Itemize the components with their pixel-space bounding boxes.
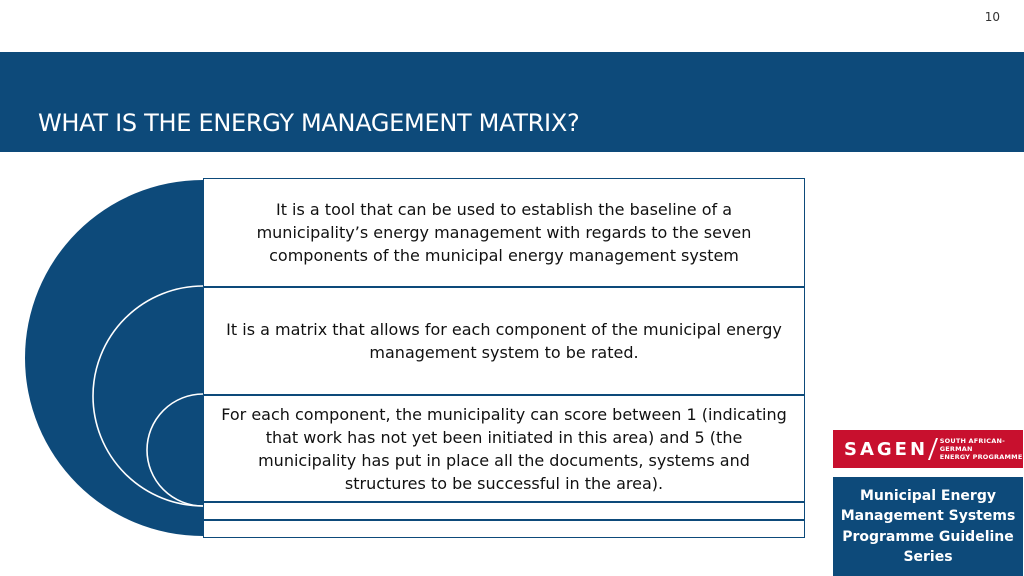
sagen-logo-subtitle: [940, 437, 1023, 461]
content-box-3: [203, 395, 805, 502]
content-box-1-text: It is a tool that can be used to establish the baseline of a municipality’s energy management with regards to the seven components of the municipal energy management system: [256, 200, 752, 265]
empty-strip-1: [203, 502, 805, 520]
sagen-logo-slash: [928, 438, 938, 460]
sagen-logo: [833, 430, 1023, 468]
content-box-2: [203, 287, 805, 395]
sagen-logo-word: SAGEN: [844, 438, 929, 460]
page-number: 10: [984, 10, 1000, 24]
content-box-1: [203, 178, 805, 287]
outer-arc: [25, 180, 203, 536]
content-box-2-text: It is a matrix that allows for each component of the municipal energy management system to be rated.: [226, 320, 782, 362]
guideline-series-text: Municipal Energy Management Systems Programme Guideline Series: [840, 487, 1016, 565]
content-box-3-text: For each component, the municipality can score between 1 (indicating that work has not yet been initiated in this area) and 5 (the municipality has put in place all the documents, systems and structures to be successful in the area).: [221, 404, 787, 493]
slide-title: WHAT IS THE ENERGY MANAGEMENT MATRIX?: [38, 109, 580, 137]
sagen-logo-subtitle-line2: ENERGY PROGRAMME: [939, 453, 1023, 461]
guideline-series-box: [833, 477, 1023, 576]
empty-strip-2: [203, 520, 805, 538]
sagen-logo-subtitle-line1: SOUTH AFRICAN-GERMAN: [939, 437, 1005, 453]
